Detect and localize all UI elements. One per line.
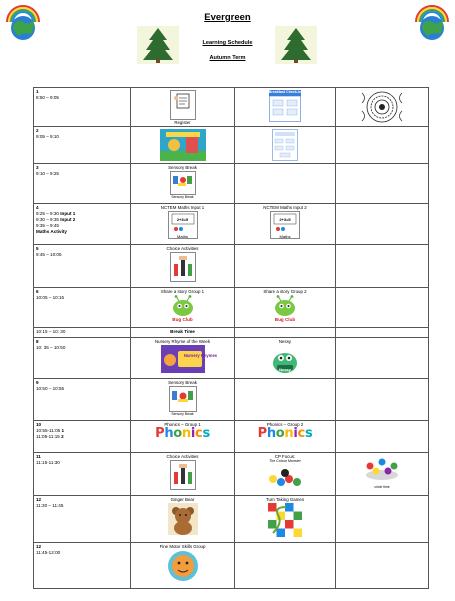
- activity-cell: [336, 88, 429, 127]
- bug-club-icon: [170, 295, 196, 317]
- phonics-icon: Phonics: [155, 426, 210, 441]
- table-row: [34, 88, 429, 127]
- activity-cell: Break Time: [131, 328, 235, 338]
- time-cell: 12 11:30 – 11:45: [34, 496, 131, 543]
- ginger-bear-icon: [168, 503, 198, 535]
- activity-cell: [336, 245, 429, 288]
- term-label: Autumn Term: [209, 55, 246, 61]
- snakes-ladders-icon: [268, 503, 302, 537]
- activity-cell: [336, 328, 429, 338]
- table-row: [34, 288, 429, 328]
- time-cell: 10 10:55-11:05 1 11:05-11:15 2: [34, 421, 131, 453]
- table-row: [34, 338, 429, 379]
- tree-icon: [275, 26, 317, 64]
- bug-club-icon: [272, 295, 298, 317]
- activity-cell: [235, 127, 336, 164]
- activity-cell: [336, 496, 429, 543]
- circle-time-icon: [362, 455, 402, 485]
- activity-cell: [235, 379, 336, 421]
- time-cell: 3 9:10 – 9:25: [34, 164, 131, 204]
- time-cell: 12 11:45-12:00: [34, 543, 131, 589]
- phonics-icon: Phonics: [257, 426, 313, 441]
- activity-cell: Turn Taking Games: [235, 496, 336, 543]
- time-cell: 8 10: 35 – 10:50: [34, 338, 131, 379]
- activity-cell: [336, 164, 429, 204]
- activity-cell: [235, 328, 336, 338]
- video-thumbnail-icon: [160, 129, 206, 161]
- activity-cell: [336, 338, 429, 379]
- activity-cell: [336, 379, 429, 421]
- time-cell: 4 9:25 – 9:30 Input 1 9:30 – 9:35 Input 2 9:35 – 9:45 Maths Activity: [34, 204, 131, 245]
- sensory-break-icon: [170, 171, 196, 195]
- activity-cell: circle time: [336, 453, 429, 496]
- activity-cell: NCTEM Maths Input 2 2+3=5 Maths: [235, 204, 336, 245]
- activity-cell: [336, 127, 429, 164]
- mandala-icon: [359, 90, 405, 124]
- activity-cell: Fine Motor Skills Group: [131, 543, 235, 589]
- activity-cell: Phonics – Group 2 Phonics: [235, 421, 336, 453]
- activity-cell: NCTEM Maths Input 1 2+3=5 Maths: [131, 204, 235, 245]
- table-row: [34, 421, 429, 453]
- time-cell: 5 9:45 – 10:05: [34, 245, 131, 288]
- table-row: [34, 379, 429, 421]
- sensory-break-icon: [169, 386, 197, 412]
- time-cell: 10:15 – 10: 30: [34, 328, 131, 338]
- table-row: [34, 328, 429, 338]
- time-cell: 1 8:50 – 9:05: [34, 88, 131, 127]
- table-row: [34, 543, 429, 589]
- table-row: [34, 204, 429, 245]
- activity-cell: [336, 543, 429, 589]
- page-title: Evergreen: [204, 12, 251, 23]
- time-cell: 9 10:50 – 10:55: [34, 379, 131, 421]
- fine-motor-icon: [167, 550, 199, 582]
- table-row: [34, 245, 429, 288]
- activity-cell: [131, 127, 235, 164]
- tree-icon: [137, 26, 179, 64]
- activity-cell: Ginger Bear: [131, 496, 235, 543]
- activity-cell: Nessy Nessy: [235, 338, 336, 379]
- table-row: [34, 453, 429, 496]
- activity-cell: Nursery Rhyme of the Week Nursery Rhymes: [131, 338, 235, 379]
- colour-monster-icon: [267, 465, 303, 489]
- table-row: [34, 127, 429, 164]
- activity-cell: Breakfast Check-in: [235, 88, 336, 127]
- choice-activities-icon: [170, 252, 196, 282]
- register-icon: [170, 90, 196, 120]
- activity-cell: Share a story Group 1 Bug Club: [131, 288, 235, 328]
- time-cell: 2 9:05 – 9:10: [34, 127, 131, 164]
- schedule-table: [33, 87, 429, 589]
- activity-cell: Register: [131, 88, 235, 127]
- choice-activities-icon: [170, 460, 196, 490]
- activity-cell: Sensory Break Sensory Break: [131, 379, 235, 421]
- page-subtitle: Learning Schedule: [202, 40, 253, 46]
- activity-cell: CP Focus: The Colour Monster: [235, 453, 336, 496]
- activity-cell: [336, 204, 429, 245]
- activity-cell: [235, 164, 336, 204]
- activity-cell: [336, 421, 429, 453]
- checklist-icon: [272, 129, 298, 161]
- activity-cell: Phonics – Group 1 Phonics: [131, 421, 235, 453]
- activity-cell: Choice Activities: [131, 245, 235, 288]
- activity-cell: Choice Activities: [131, 453, 235, 496]
- nursery-rhymes-icon: [161, 345, 205, 373]
- time-cell: 6 10:05 – 10:15: [34, 288, 131, 328]
- activity-cell: [235, 245, 336, 288]
- time-cell: 11 11:15-11:30: [34, 453, 131, 496]
- activity-cell: Share a story Group 2 Bug Club: [235, 288, 336, 328]
- activity-cell: [336, 288, 429, 328]
- table-row: [34, 496, 429, 543]
- table-row: [34, 164, 429, 204]
- activity-cell: Sensory Break Sensory Break: [131, 164, 235, 204]
- activity-cell: [235, 543, 336, 589]
